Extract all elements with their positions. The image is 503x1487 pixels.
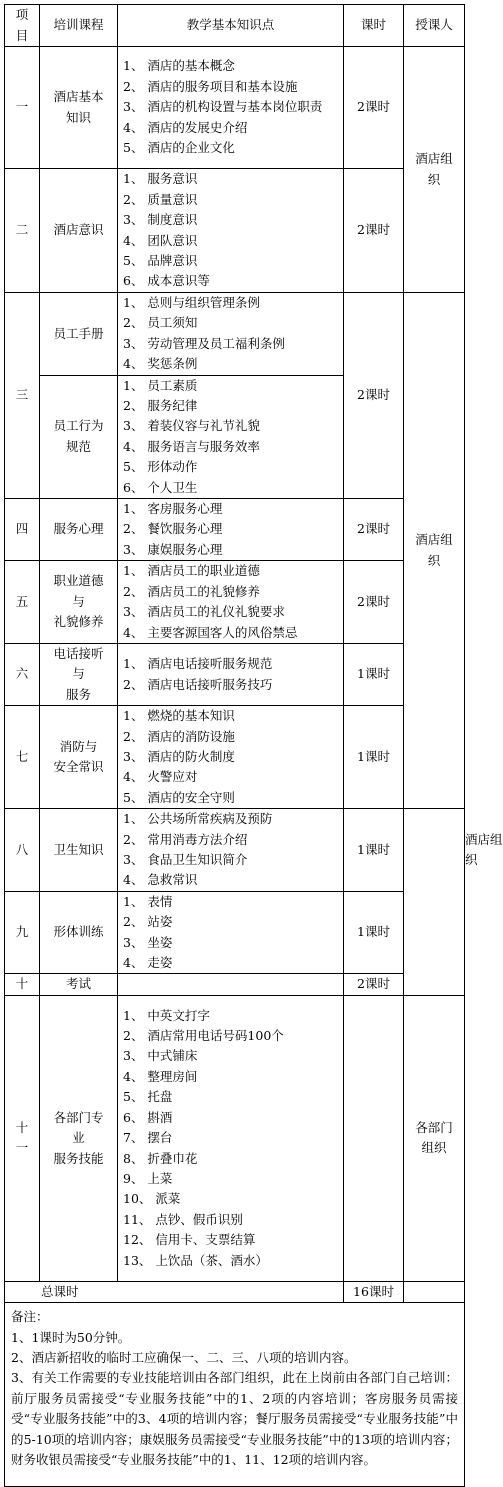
- content-list: 1、 总则与组织管理条例 2、 员工须知 3、 劳动管理及员工福利条例 4、 奖惩条例: [118, 293, 344, 376]
- total-blank: [404, 1281, 465, 1302]
- header-item-no: 项 目: [5, 5, 40, 47]
- table-row: [5, 995, 465, 1281]
- row-number: 七: [5, 706, 40, 809]
- course-name: 形体训练: [40, 891, 118, 974]
- row-number: 三: [5, 293, 40, 499]
- course-name: 消防与 安全常识: [40, 706, 118, 809]
- course-hours: [344, 995, 404, 1281]
- course-hours: 2课时: [344, 47, 404, 169]
- content-list: 1、 服务意识 2、 质量意识 3、 制度意识 4、 团队意识 5、 品牌意识 6、 成本意识等: [118, 169, 344, 293]
- header-course: 培训课程: [40, 5, 118, 47]
- training-table: [4, 4, 503, 1487]
- note-item: 3、有关工作需要的专业技能培训由各部门组织，此在上岗前由各部门自己培训：前厅服务员需接受“专业服务技能”中的1、2项的内容培训；客房服务员需接受“专业服务技能”中的3、4项的培训内容；餐厅服务员需接受“专业服务技能”中的5-10项的培训内容；康娱服务员需接受“专业服务技能”中的13项的培训内容；财务收银员需接受“专业服务技能”中的1、11、12项的培训内容。: [11, 1370, 458, 1468]
- table-row: [5, 809, 465, 892]
- table-row: [5, 499, 465, 561]
- table-row: 七 消防与 安全常识 1、 燃烧的基本知识 2、 酒店的消防设施 3、 酒店的防火制度 4、 火警应对 5、 酒店的安全守则 1课时 酒店组 织: [5, 706, 465, 809]
- row-number: 四: [5, 499, 40, 561]
- notes: [5, 1303, 465, 1487]
- content-list: 1、 酒店员工的职业道德 2、 酒店员工的礼貌修养 3、 酒店员工的礼仪礼貌要求 4、 主要客源国客人的风俗禁忌: [118, 561, 344, 644]
- row-number: 一: [5, 47, 40, 169]
- row-number: 五: [5, 561, 40, 644]
- content-list: 1、 中英文打字 2、 酒店常用电话号码100个 3、 中式铺床 4、 整理房间 5、 托盘 6、 斟酒 7、 摆台 8、 折叠巾花 9、 上菜 10、 派菜 11、 点钞、假币识别 12、 信用卡、支票结算 13、 上饮品（茶、酒水）: [118, 995, 344, 1281]
- table-row: [5, 47, 465, 169]
- table-row: [5, 643, 465, 705]
- notes-row: [5, 1303, 465, 1487]
- course-name: 职业道德 与 礼貌修养: [40, 561, 118, 644]
- course-hours: 2课时: [344, 974, 404, 995]
- course-name: 酒店基本 知识: [40, 47, 118, 169]
- row-number: 九: [5, 891, 40, 974]
- table-row: [5, 169, 465, 293]
- note-item: 2、酒店新招收的临时工应确保一、二、三、八项的培训内容。: [11, 1350, 357, 1366]
- content-list: [118, 974, 344, 995]
- course-name: 各部门专 业 服务技能: [40, 995, 118, 1281]
- course-hours: 1课时: [344, 643, 404, 705]
- total-label: 总课时: [5, 1281, 344, 1302]
- notes-title: 备注：: [11, 1309, 49, 1325]
- total-hours: 16课时: [344, 1281, 404, 1302]
- course-name: 电话接听 与 服务: [40, 643, 118, 705]
- header-teacher: 授课人: [404, 5, 465, 47]
- row-number: 十 一: [5, 995, 40, 1281]
- course-hours: 2课时: [344, 293, 404, 499]
- content-list: 1、 酒店电话接听服务规范 2、 酒店电话接听服务技巧: [118, 643, 344, 705]
- content-list: 1、 燃烧的基本知识 2、 酒店的消防设施 3、 酒店的防火制度 4、 火警应对 5、 酒店的安全守则: [118, 706, 344, 809]
- table-row: [5, 293, 465, 376]
- course-hours: 1课时: [344, 809, 404, 892]
- teacher-cell: 酒店组 织: [404, 47, 465, 293]
- content-list: 1、 客房服务心理 2、 餐饮服务心理 3、 康娱服务心理: [118, 499, 344, 561]
- total-row: [5, 1281, 465, 1302]
- content-list: 1、 表情 2、 站姿 3、 坐姿 4、 走姿: [118, 891, 344, 974]
- course-hours: 2课时: [344, 169, 404, 293]
- row-number: 八: [5, 809, 40, 892]
- course-hours: 1课时: [344, 891, 404, 974]
- course-name: 卫生知识: [40, 809, 118, 892]
- course-name: 员工行为 规范: [40, 375, 118, 498]
- note-item: 1、1课时为50分钟。: [11, 1329, 131, 1345]
- course-name: 服务心理: [40, 499, 118, 561]
- course-hours: 1课时: [344, 706, 404, 809]
- header-hours: 课时: [344, 5, 404, 47]
- row-number: 六: [5, 643, 40, 705]
- row-number: 十: [5, 974, 40, 995]
- course-hours: 2课时: [344, 499, 404, 561]
- course-name: 员工手册: [40, 293, 118, 376]
- row-number: 二: [5, 169, 40, 293]
- course-name: 考试: [40, 974, 118, 995]
- header-content: 教学基本知识点: [118, 5, 344, 47]
- content-list: 1、 员工素质 2、 服务纪律 3、 着装仪容与礼节礼貌 4、 服务语言与服务效率 5、 形体动作 6、 个人卫生: [118, 375, 344, 498]
- teacher-cell: 酒店组 织: [404, 293, 465, 809]
- course-hours: 2课时: [344, 561, 404, 644]
- content-list: 1、 酒店的基本概念 2、 酒店的服务项目和基本设施 3、 酒店的机构设置与基本岗位职责 4、 酒店的发展史介绍 5、 酒店的企业文化: [118, 47, 344, 169]
- content-list: 1、 公共场所常疾病及预防 2、 常用消毒方法介绍 3、 食品卫生知识简介 4、 急救常识: [118, 809, 344, 892]
- teacher-cell: 各部门 组织: [404, 995, 465, 1281]
- table-row: [5, 974, 465, 995]
- table-row: [5, 891, 465, 974]
- table-row: [5, 561, 465, 644]
- course-name: 酒店意识: [40, 169, 118, 293]
